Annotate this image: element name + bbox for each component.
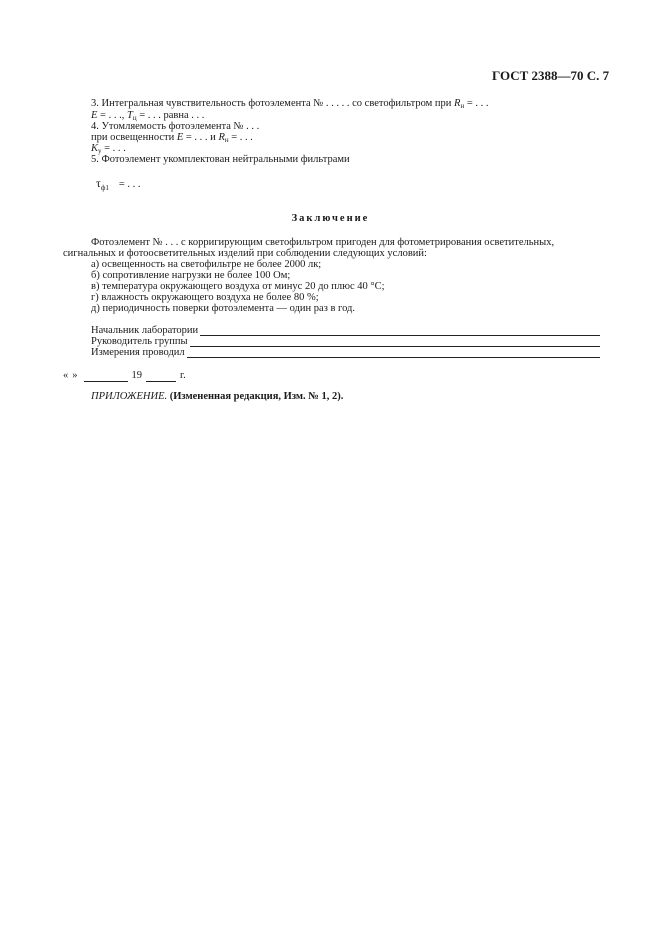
date-year-prefix: 19 <box>131 370 142 381</box>
date-open-quote: « <box>63 370 69 381</box>
conclusion-para-line-1: Фотоэлемент № . . . с корригирующим светофильтром пригоден для фотометрирования осветительных, <box>91 237 555 248</box>
signature-blank <box>190 337 600 347</box>
conclusion-heading: Заключение <box>291 213 370 224</box>
condition-c: в) температура окружающего воздуха от минус 20 до плюс 40 °С; <box>91 281 385 292</box>
date-line <box>63 370 186 382</box>
condition-a: а) освещенность на светофильтре не более 2000 лк; <box>91 259 322 270</box>
page-header: ГОСТ 2388—70 С. 7 <box>492 68 610 83</box>
item-4-line-1: 4. Утомляемость фотоэлемента № . . . <box>91 121 260 132</box>
appendix-note: ПРИЛОЖЕНИЕ. (Измененная редакция, Изм. № 1, 2). <box>91 391 344 402</box>
item-4-line-2: при освещенности E = . . . и Rн = . . . <box>91 132 253 144</box>
signature-label: Начальник лаборатории <box>91 325 199 336</box>
signature-line-measured-by <box>91 347 600 358</box>
conclusion-para-line-2: сигнальных и фотоосветительных изделий при соблюдении следующих условий: <box>63 248 427 259</box>
date-year-blank <box>146 372 176 382</box>
condition-e: д) периодичность поверки фотоэлемента — один раз в год. <box>91 303 356 314</box>
signature-blank <box>200 326 600 336</box>
item-3-line-1: 3. Интегральная чувствительность фотоэлемента № . . . . . со светофильтром при Rн = . . . <box>91 98 489 110</box>
signature-line-group-lead <box>91 336 600 347</box>
item-3-line-2: E = . . ., Tц = . . . равна . . . <box>91 110 205 122</box>
date-month-blank <box>84 372 128 382</box>
item-4-line-3: Kу = . . . <box>91 143 126 155</box>
date-year-suffix: г. <box>180 370 186 381</box>
date-close-quote: » <box>72 370 78 381</box>
signature-line-head-of-lab <box>91 325 600 336</box>
tau-formula: $\tau_{ф1}$ = . . . <box>96 176 141 192</box>
signature-blank <box>187 348 600 358</box>
condition-d: г) влажность окружающего воздуха не более 80 %; <box>91 292 319 303</box>
signature-label: Руководитель группы <box>91 336 188 347</box>
condition-b: б) сопротивление нагрузки не более 100 Ом; <box>91 270 291 281</box>
signature-label: Измерения проводил <box>91 347 185 358</box>
item-5-line-1: 5. Фотоэлемент укомплектован нейтральными фильтрами <box>91 154 350 165</box>
